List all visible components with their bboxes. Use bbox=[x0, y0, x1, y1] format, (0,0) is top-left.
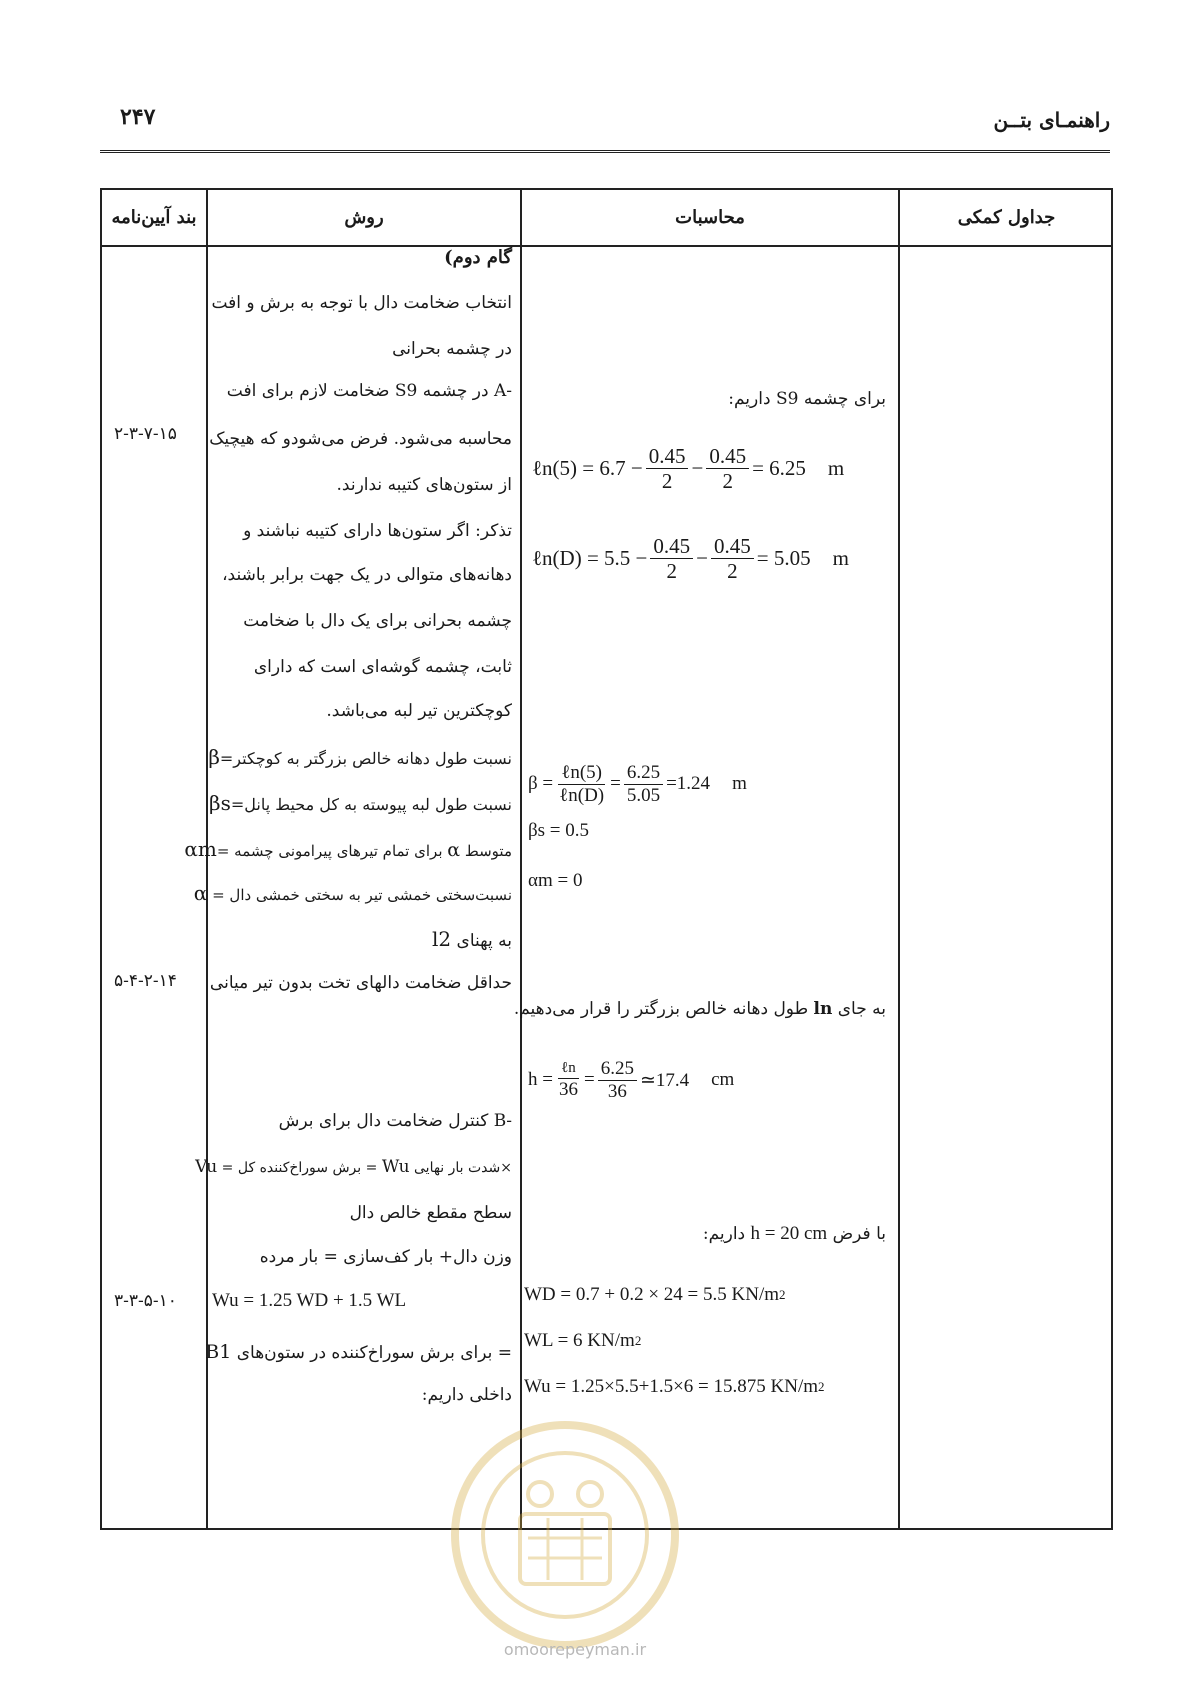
method-line: چشمه بحرانی برای یک دال با ضخامت bbox=[243, 611, 512, 631]
watermark-site: omoorepeyman.ir bbox=[503, 1640, 647, 1659]
method-line: نسبت طول دهانه خالص بزرگتر به کوچکتر=β bbox=[208, 745, 512, 769]
clear-span-5-equation: ℓn(5) = 6.7 − $\frac{0.45}{2}$ − $\frac{0.45}{2}$ = 6.25 m bbox=[532, 444, 845, 494]
method-line: در چشمه بحرانی bbox=[392, 339, 512, 359]
page-header bbox=[100, 100, 1110, 153]
method-line: = برای برش سوراخ‌کننده در ستون‌های B1 bbox=[205, 1341, 512, 1363]
min-thickness-equation: h = $\frac{\text{ℓn}}{36}$ = $\frac{6.25}{36}$ ≃17.4 cm bbox=[528, 1058, 735, 1102]
method-line: محاسبه می‌شود. فرض می‌شودو که هیچیک bbox=[209, 429, 512, 449]
method-line: به پهنای l2 bbox=[432, 927, 512, 951]
clause-reference: ۵-۴-۲-۱۴ bbox=[114, 971, 177, 991]
step-title: گام دوم) bbox=[444, 247, 512, 268]
beta-s-value: βs = 0.5 bbox=[528, 820, 590, 841]
ultimate-load-formula: Wu = 1.25 WD + 1.5 WL bbox=[212, 1290, 407, 1311]
method-line: انتخاب ضخامت دال با توجه به برش و افت bbox=[211, 293, 512, 313]
calc-note: برای چشمه S9 داریم: bbox=[728, 389, 886, 409]
method-line: -A در چشمه S9 ضخامت لازم برای افت bbox=[226, 381, 512, 401]
page-number: ۲۴۷ bbox=[120, 104, 156, 130]
calc-note: با فرض h = 20 cm داریم: bbox=[702, 1223, 886, 1244]
column-header-clause: بند آیین‌نامه bbox=[111, 207, 197, 228]
method-line: از ستون‌های کتیبه ندارند. bbox=[336, 475, 512, 495]
method-line: -B کنترل ضخامت دال برای برش bbox=[278, 1111, 512, 1131]
beta-equation: β = $\frac{\text{ℓn(5)}}{\text{ℓn(D)}}$ = $\frac{6.25}{5.05}$ =1.24 m bbox=[528, 762, 747, 806]
method-line: سطح مقطع خالص دال bbox=[349, 1203, 512, 1223]
method-line: نسبت طول لبه پیوسته به کل محیط پانل=βs bbox=[209, 791, 512, 815]
dead-load-equation: WD = 0.7 + 0.2 × 24 = 5.5 KN/m 2 bbox=[524, 1284, 786, 1305]
method-line: ×شدت بار نهایی Wu = برش سوراخ‌کننده کل = Vu bbox=[195, 1157, 512, 1177]
column-divider bbox=[898, 190, 900, 1528]
method-line: داخلی داریم: bbox=[421, 1385, 512, 1405]
column-header-method: روش bbox=[344, 207, 384, 228]
method-line: کوچکترین تیر لبه می‌باشد. bbox=[326, 701, 512, 721]
calc-note: به جای ln طول دهانه خالص بزرگتر را قرار می‌دهیم. bbox=[513, 999, 886, 1019]
column-divider bbox=[520, 190, 522, 1528]
method-line: دهانه‌های متوالی در یک جهت برابر باشند، bbox=[222, 565, 512, 585]
book-title: راهنمـای بتــن bbox=[993, 108, 1110, 132]
method-line: متوسط α برای تمام تیرهای پیرامونی چشمه =αm bbox=[184, 837, 512, 861]
method-line: وزن دال+ بار کف‌سازی = بار مرده bbox=[259, 1247, 512, 1267]
method-line: تذکر: اگر ستون‌ها دارای کتیبه نباشند و bbox=[243, 521, 512, 541]
alpha-m-value: αm = 0 bbox=[528, 870, 583, 891]
method-line: نسبت‌سختی خمشی تیر به سختی خمشی دال = α bbox=[193, 881, 512, 905]
method-line: ثابت، چشمه گوشه‌ای است که دارای bbox=[253, 657, 512, 677]
column-header-calculations: محاسبات bbox=[675, 207, 745, 228]
clear-span-d-equation: ℓn(D) = 5.5 − $\frac{0.45}{2}$ − $\frac{0.45}{2}$ = 5.05 m bbox=[532, 534, 849, 584]
watermark-seal-icon bbox=[448, 1418, 683, 1653]
column-header-aux-tables: جداول کمکی bbox=[957, 207, 1056, 228]
ultimate-load-equation: Wu = 1.25×5.5+1.5×6 = 15.875 KN/m 2 bbox=[524, 1376, 825, 1397]
live-load-equation: WL = 6 KN/m 2 bbox=[524, 1330, 642, 1351]
method-line: حداقل ضخامت دالهای تخت بدون تیر میانی bbox=[209, 973, 512, 993]
clause-reference: ۳-۳-۵-۱۰ bbox=[114, 1291, 177, 1311]
clause-reference: ۲-۳-۷-۱۵ bbox=[114, 424, 177, 444]
table-header-rule bbox=[102, 245, 1111, 247]
